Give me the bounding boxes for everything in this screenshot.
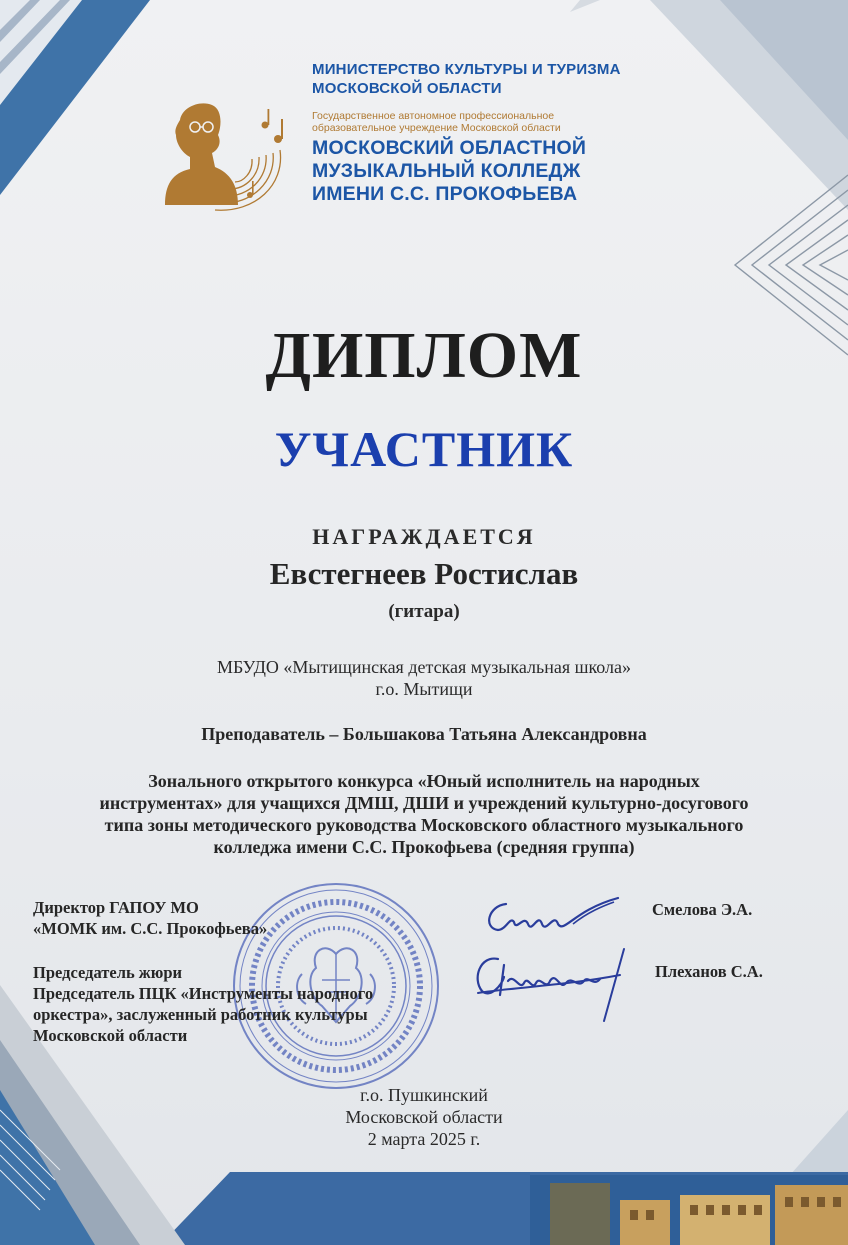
jury-chair-name: Плеханов С.А. xyxy=(655,962,763,981)
recipient-name: Евстегнеев Ростислав xyxy=(269,556,579,591)
institution-type: Государственное автономное профессиональное образовательное учреждение Московской области xyxy=(312,110,561,134)
contest-description: Зонального открытого конкурса «Юный исполнитель на народных инструментах» для учащихся ДМШ, ДШИ и учреждений культурно-досугового типа зоны методического руководства Московского областного музыкального колледжа имени С.С. Прокофьева (средняя группа) xyxy=(99,771,749,857)
director-signature xyxy=(478,892,628,942)
awarded-label: НАГРАЖДАЕТСЯ xyxy=(312,524,536,549)
director-title: Директор ГАПОУ МО «МОМК им. С.С. Прокофьева» xyxy=(33,898,268,938)
ministry-name: МИНИСТЕРСТВО КУЛЬТУРЫ И ТУРИЗМА МОСКОВСКОЙ ОБЛАСТИ xyxy=(312,61,621,97)
director-name: Смелова Э.А. xyxy=(652,900,753,919)
institution-header xyxy=(312,60,832,206)
issue-date: 2 марта 2025 г. xyxy=(367,1129,481,1149)
diploma-subtitle: УЧАСТНИК xyxy=(274,421,574,477)
college-building-image xyxy=(530,1175,848,1245)
place-and-date: г.о. Пушкинский Московской области 2 марта 2025 г. xyxy=(0,1084,848,1150)
teacher-info: Преподаватель – Большакова Татьяна Александровна xyxy=(201,724,647,744)
jury-signature xyxy=(468,945,638,1025)
school-info: МБУДО «Мытищинская детская музыкальная школа» г.о. Мытищи xyxy=(216,657,632,699)
diploma-title: ДИПЛОМ xyxy=(265,319,583,392)
college-name: МОСКОВСКИЙ ОБЛАСТНОЙ МУЗЫКАЛЬНЫЙ КОЛЛЕДЖ ИМЕНИ С.С. ПРОКОФЬЕВА xyxy=(312,137,587,205)
recipient-instrument: (гитара) xyxy=(388,601,460,622)
college-logo xyxy=(160,95,295,225)
jury-chair-title: Председатель жюри Председатель ПЦК «Инструменты народного оркестра», заслуженный работник культуры Московской области xyxy=(33,963,374,1045)
